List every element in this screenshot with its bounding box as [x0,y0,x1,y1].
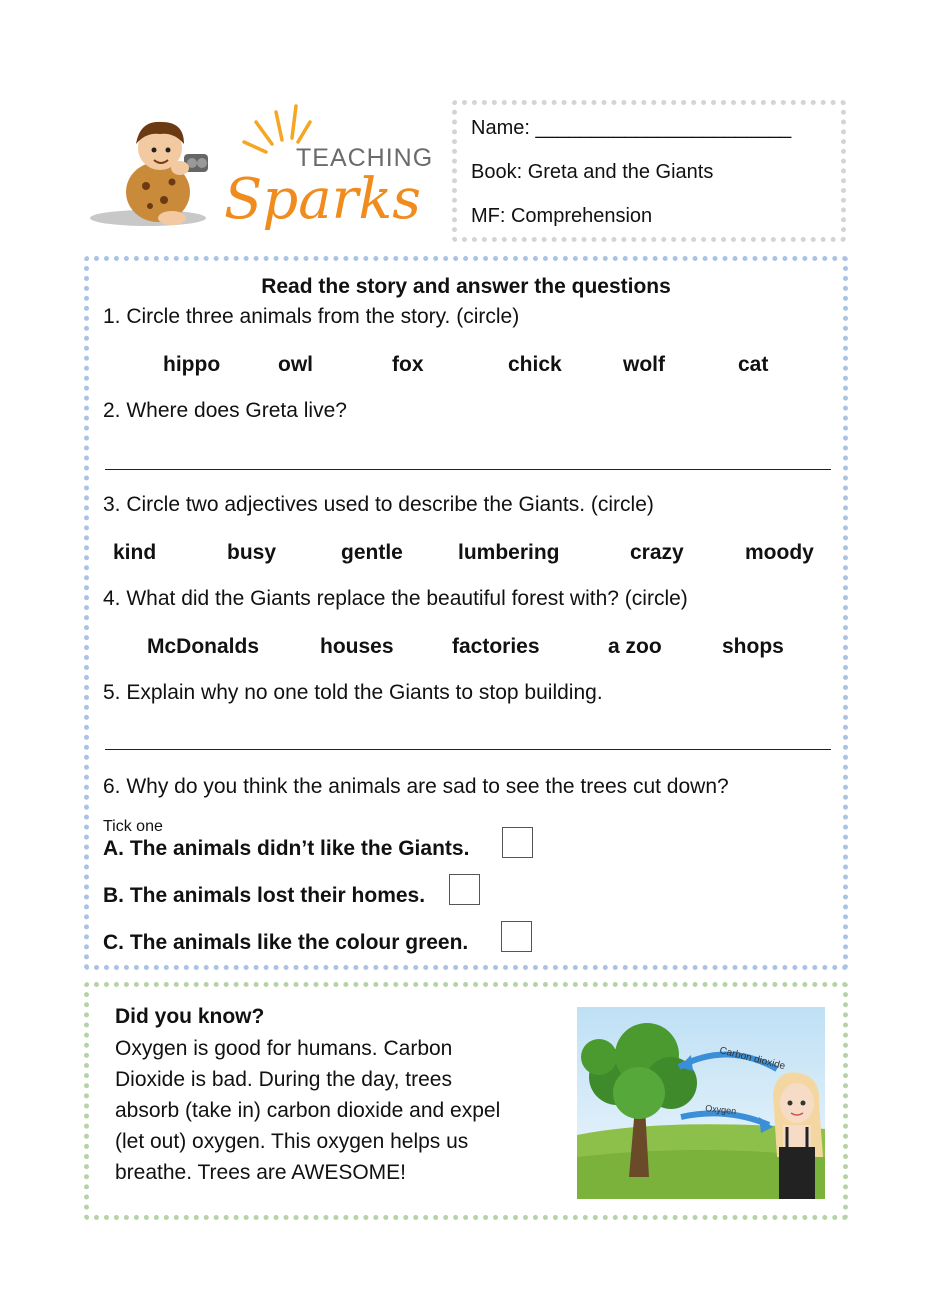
answer-line-q2[interactable] [105,469,831,470]
q1-option-cat[interactable]: cat [738,353,769,376]
fact-line-3: absorb (take in) carbon dioxide and expel [115,1099,501,1122]
tick-box-c[interactable] [501,921,532,952]
answer-c: C. The animals like the colour green. [103,931,469,954]
q1-option-hippo[interactable]: hippo [163,353,221,376]
q3-option-busy[interactable]: busy [227,541,277,564]
logo-line1: TEACHING [296,144,434,172]
q4-option-mcdonalds[interactable]: McDonalds [147,635,260,658]
q1-option-owl[interactable]: owl [278,353,313,376]
tick-box-b[interactable] [449,874,480,905]
q1-option-fox[interactable]: fox [392,353,424,376]
q4-option-shops[interactable]: shops [722,635,784,658]
caveman-icon [126,122,208,225]
question-2: 2. Where does Greta live? [103,399,347,422]
o2-label: Oxygen [704,1103,737,1117]
answer-line-q5[interactable] [105,749,831,750]
answer-a: A. The animals didn’t like the Giants. [103,837,470,860]
q3-option-gentle[interactable]: gentle [341,541,403,564]
q3-option-crazy[interactable]: crazy [630,541,684,564]
q1-option-chick[interactable]: chick [508,353,562,376]
tick-box-a[interactable] [502,827,533,858]
teaching-sparks-logo [88,100,438,240]
question-1: 1. Circle three animals from the story. (circle) [103,305,520,328]
mf-line: MF: Comprehension [471,205,653,227]
fact-line-4: (let out) oxygen. This oxygen helps us [115,1130,469,1153]
student-info-box [452,100,846,242]
q4-option-a-zoo[interactable]: a zoo [608,635,662,658]
q3-option-moody[interactable]: moody [745,541,814,564]
q3-option-kind[interactable]: kind [113,541,157,564]
logo-line2: Sparks [224,167,422,232]
did-you-know-title: Did you know? [115,1005,265,1028]
question-3: 3. Circle two adjectives used to describe the Giants. (circle) [103,493,654,516]
fact-line-5: breathe. Trees are AWESOME! [115,1161,407,1184]
book-line: Book: Greta and the Giants [471,161,714,183]
name-line[interactable]: Name: _______________________ [471,117,792,139]
fact-line-1: Oxygen is good for humans. Carbon [115,1037,453,1060]
co2-label: Carbon dioxide [718,1045,787,1073]
question-4: 4. What did the Giants replace the beautiful forest with? (circle) [103,587,688,610]
q4-option-factories[interactable]: factories [452,635,540,658]
questions-box [84,256,848,970]
tick-one-label: Tick one [103,818,163,835]
answer-b: B. The animals lost their homes. [103,884,426,907]
fact-line-2: Dioxide is bad. During the day, trees [115,1068,452,1091]
did-you-know-box [84,982,848,1220]
question-6: 6. Why do you think the animals are sad to see the trees cut down? [103,775,729,798]
questions-title: Read the story and answer the questions [261,275,671,298]
q1-option-wolf[interactable]: wolf [623,353,665,376]
q4-option-houses[interactable]: houses [320,635,394,658]
q3-option-lumbering[interactable]: lumbering [458,541,560,564]
tree-oxygen-illustration [577,1007,825,1199]
question-5: 5. Explain why no one told the Giants to stop building. [103,681,603,704]
